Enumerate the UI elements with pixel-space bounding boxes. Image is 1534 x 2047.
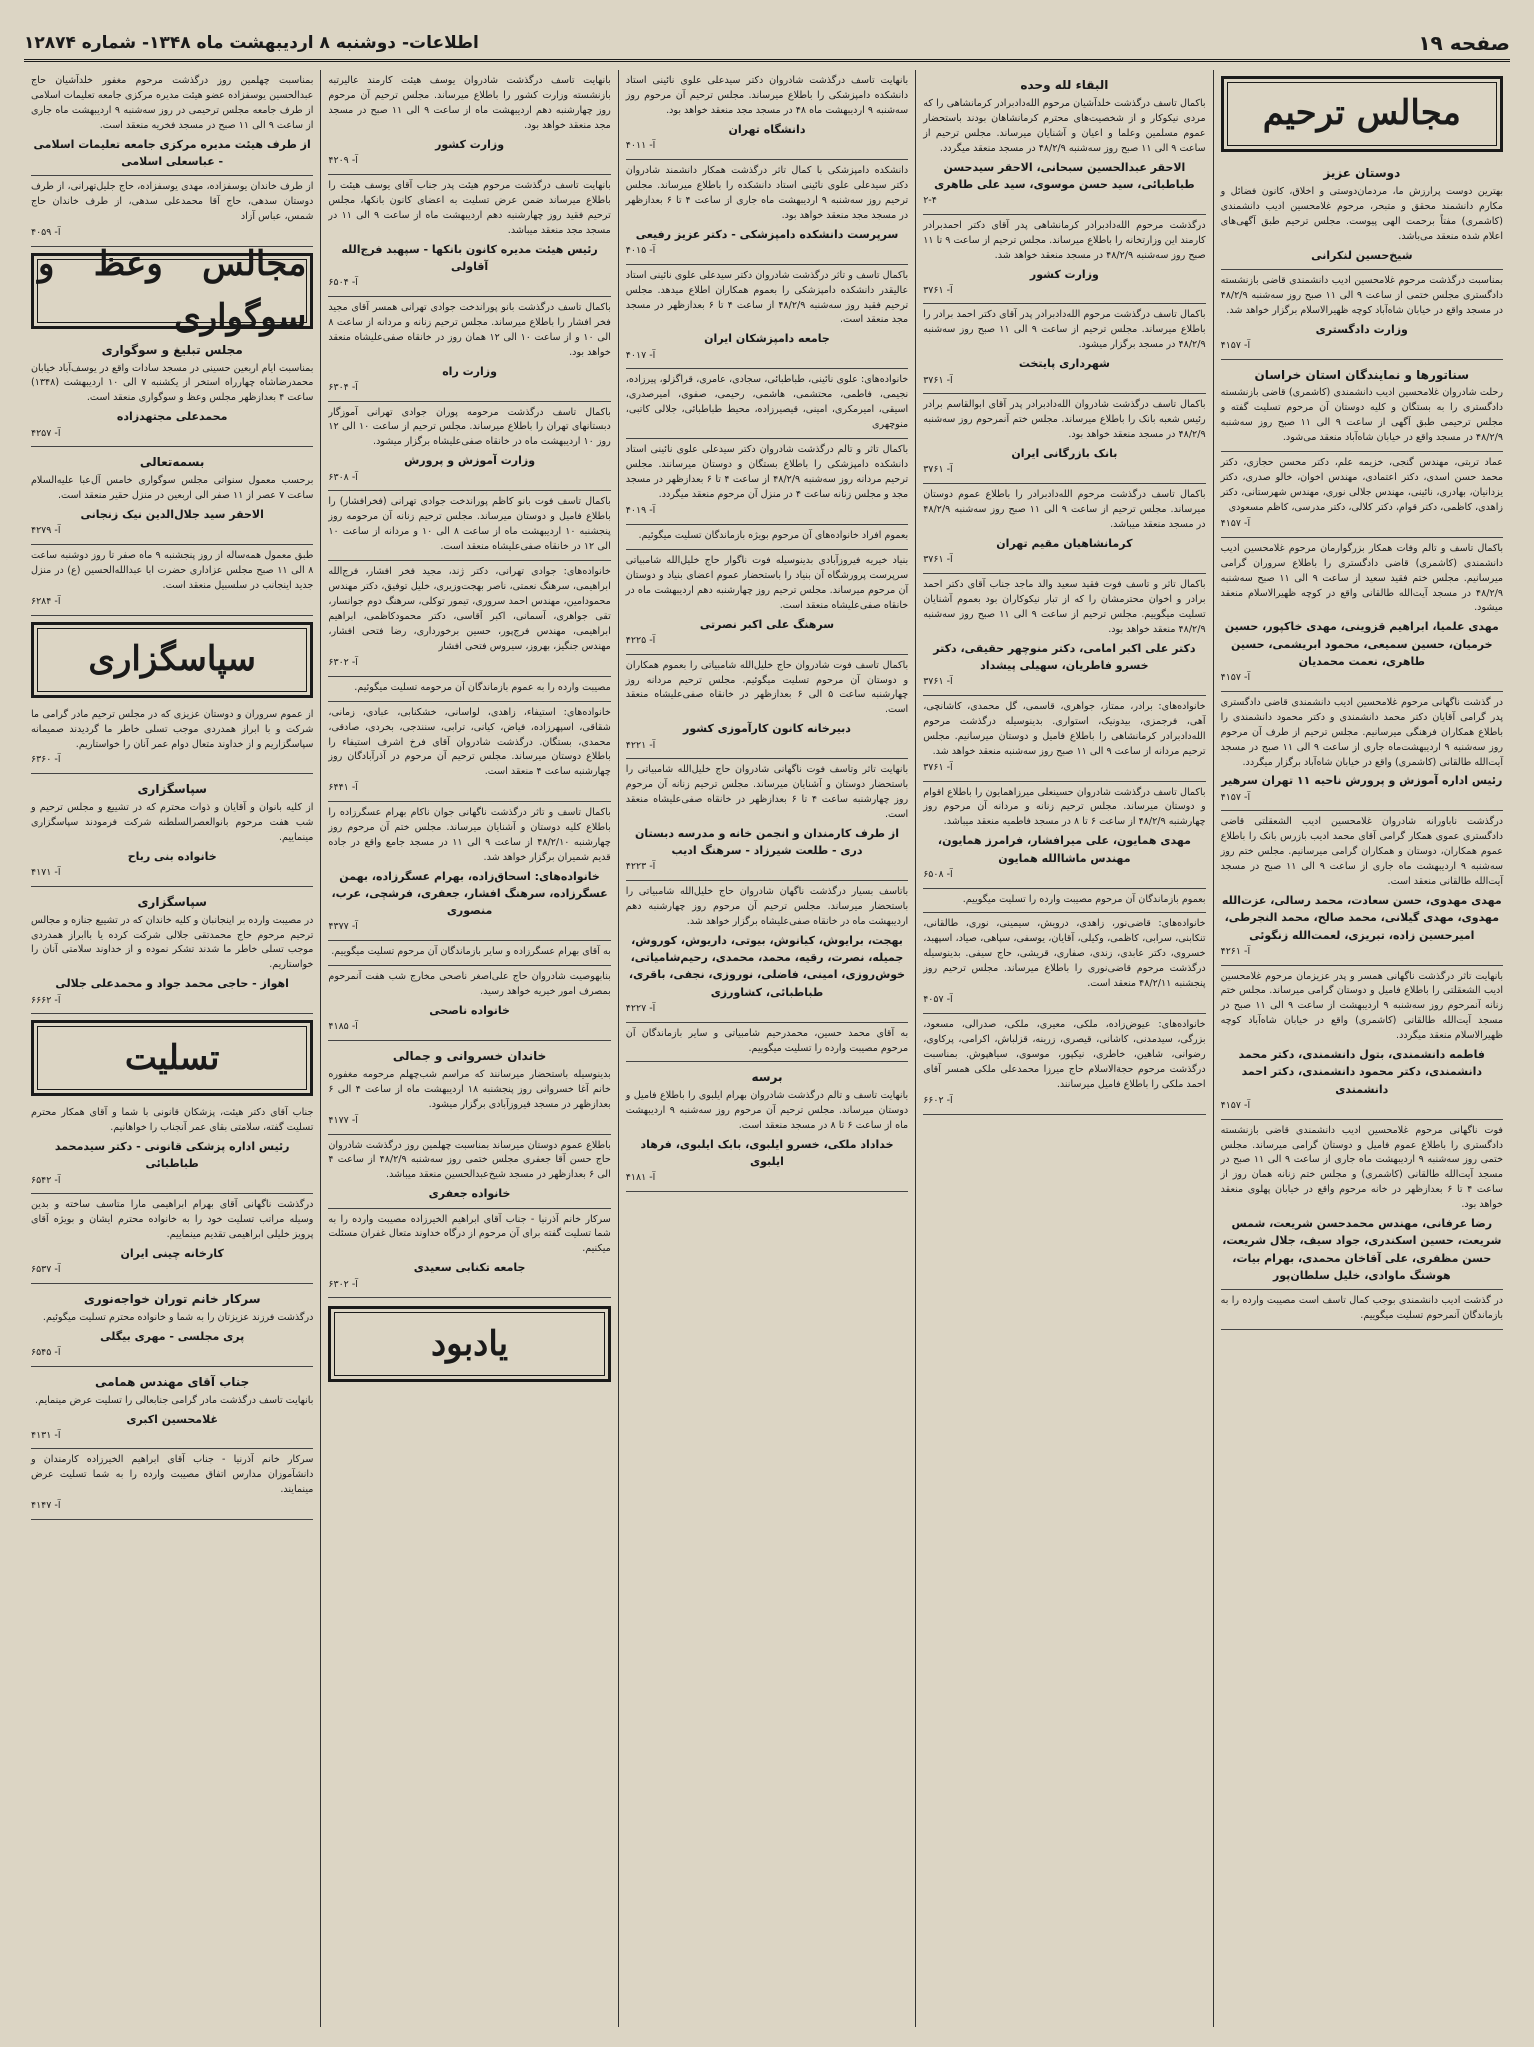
notice-signature: بانک بازرگانی ایران [1011,447,1118,461]
notice [1221,538,1503,692]
notice-code: آ- ۶۵۰۸ [923,868,953,880]
notice [328,561,610,677]
notice [31,1284,313,1367]
notice-signature: وزارت کشور [1029,267,1099,281]
notice [923,484,1205,574]
notice-title: البقاء لله وحده [1020,78,1109,92]
notice-body: خانواده‌های: جوادی تهرانی، دکتر ژند، مجید فخر افشار، فرج‌الله ابراهیمی، سرهنگ نعمتی، ناصر بهجت‌وزیری، خلیل توفیق، دکتر مهندس محمودامین، مهندس احمد سروری، تیمور توکلی، سرهنگ دوم جوانسار، تقی جواهری، آسمانی، اکبر آقاسی، دکتر محمودکاظمی، ابراهیم ابراهیمی، مهندس فرج‌پور، حسین برخورداری، رضا فتحی افشار، مهندس جنگیز، بهروز، سیروس فتحی افشار [328,566,611,652]
notice-body: بهترین دوست پرارزش ما، مردمان‌دوستی و اخلاق، کانون فضائل و مکارم دانشمند محقق و متبحر، مرحوم غلامحسین ادیب دانشمندی (کاشمری) مفتاً برحمت الهی پیوست. مجلس ترحیم طبق آگهی‌های اعلام شده منعقد می‌باشد. [1220,185,1503,242]
notice-body: بانهایت تاثر وتاسف فوت ناگهانی شادروان حاج خلیل‌الله شامبیاتی را باستحضار دوستان و آشنایان میرساند. مجلس ترحیم زنانه آن مرحوم روز چهارشنبه ساعت ۴ تا ۶ بعدازظهر در خانقاه صفی‌علیشاه منعقد است. [625,764,909,821]
notice-signature: فاطمه دانشمندی، بتول دانشمندی، دکتر محمد دانشمندی، دکتر محمود دانشمندی، دکتر احمد دانشمندی [1238,1048,1485,1096]
column-1-notices [1221,158,1503,1330]
notice-code: آ- ۴۱۸۵ [328,1021,358,1033]
notice-body: به آقای بهرام عسگرزاده و سایر بازماندگان آن مرحوم تسلیت میگوییم. [331,946,611,958]
dateline: اطلاعات- دوشنبه ۸ اردیبهشت ماه ۱۳۴۸- شماره ۱۲۸۷۴ [24,33,479,53]
notice [328,966,610,1041]
notice [1221,692,1503,812]
notice-body: درگذشت مرحوم الله‌دادبرادر کرمانشاهی پدر آقای دکتر احمدبرادر کارمند این وزارتخانه را باطلاع میرساند. مجلس ترحیم از ساعت ۹ تا ۱۱ صبح روز سه‌شنبه ۴۸/۲/۹ در مسجد منعقد خواهد شد. [923,219,1206,261]
notice-body: باکمال تاسف و تاثر درگذشت ناگهانی جوان ناکام بهرام عسگرزاده را باطلاع کلیه دوستان و آشنایان میرساند. مجلس ختم آن مرحوم روز چهارشنبه ۴۸/۲/۱۰ از ساعت ۹ الی ۱۱ در مسجد جامع واقع در جاده قدیم شمیران برگزار خواهد شد. [328,807,611,864]
notice-signature: خداداد ملکی، خسرو ایلبوی، بابک ایلبوی، فرهاد ایلبوی [640,1138,894,1169]
notice-code: آ- ۴۲۶۱ [1220,945,1251,957]
notice-code: آ- ۴۱۵۷ [1220,1099,1251,1111]
notice-body: باکمال تاسف درگذشت مرحوم الله‌دادبرادر پدر آقای دکتر احمد برادر را باطلاع میرساند. مجلس ترحیم از ساعت ۹ الی ۱۱ صبح روز سه‌شنبه ۴۸/۲/۹ در مسجد برگزار میشود. [923,309,1206,351]
notice-title: سپاسگزاری [137,894,207,909]
notice [31,774,313,887]
notice-body: باکمال تاسف درگذشت شادروان حسینعلی میرزاهمایون را باطلاع اقوام و دوستان میرساند. مجلس ترحیم زنانه و مردانه آن مرحوم روز چهارشنبه ۴۸/۲/۹ از ساعت ۶ تا ۸ در مسجد فاطمیه منعقد میباشد. [923,786,1206,828]
banner-title: تسلیت [37,1026,307,1090]
banner-title: یادبود [334,1312,604,1376]
notice-code: آ- ۳۷۶۱ [923,554,953,566]
notice [328,402,610,492]
notice-body: فوت ناگهانی مرحوم غلامحسین ادیب دانشمندی قاضی بازنشسته دادگستری را باطلاع عموم فامیل و دوستان گرامی میرساند. مجلس ختمی روز سه‌شنبه ۹ اردیبهشت ماه جاری از ساعت ۹ الی ۱۱ صبح در مسجد آیت‌الله طالقانی (کاشمری) و مجلس ختم زنانه همان روز از ساعت ۴ تا ۶ بعدازظهر در خانه مرحوم واقع در خیابان پهلوی منعقد خواهد بود. [1220,1124,1503,1211]
notice [1221,1120,1503,1290]
notice [626,525,908,550]
notice-body: بعموم افراد خانواده‌های آن مرحوم بویژه بازماندگان تسلیت میگوئیم. [638,529,909,541]
notice [626,655,908,760]
notice [1221,158,1503,270]
banner-title: سپاسگزاری [37,628,307,692]
notice [626,265,908,370]
notice-body: به آقای محمد حسین، محمدرحیم شامبیاتی و سایر بازماندگان آن مرحوم مصیبت وارده را تسلیت میگوییم. [625,1027,909,1054]
notice-signature: جامعه دامپزشکان ایران [704,332,830,346]
notice [328,1041,610,1134]
notice-signature: وزارت راه [442,364,497,378]
notice [1221,1290,1503,1330]
notice [923,574,1205,696]
notice-body: جناب آقای دکتر هیئت، پزشکان قانونی با شما و آقای همکار محترم تسلیت گفته، سلامتی بقای عمر آنجناب را خواهانیم. [30,1107,314,1134]
notice [923,696,1205,782]
notice-signature: اهواز - حاجی محمد جواد و محمدعلی جلالی [55,977,289,991]
notice-body: باکمال تاسف فوت بانو کاظم پوراندخت جوادی تهرانی (فخرافشار) را باطلاع فامیل و دوستان میرساند. مجلس ترحیم زنانه آن مرحومه روز پنجشنبه ۱۰ اردیبهشت ماه از ساعت ۸ الی ۱۰ و مردانه از ساعت ۱۰ الی ۱۲ در خانقاه صفی‌علیشاه منعقد است. [328,496,611,553]
notice-code: آ- ۶۳۰۲ [328,656,358,668]
notice-body: بدینوسیله باستحضار میرسانند که مراسم شب‌چهلم مرحومه مغفوره خانم آغا خسروانی روز پنجشنبه ۱۸ اردیبهشت ماه از ساعت ۴ الی ۶ بعدازظهر در مسجد فیروزآبادی برگزار میشود. [328,1068,611,1110]
notice-signature: سرپرست دانشکده دامپزشکی - دکتر عزیز رفیعی [635,227,899,241]
notice-code: آ- ۴۲۲۵ [625,634,656,646]
notice [31,335,313,448]
notice-signature: مهدی مهدوی، حسن سعادت، محمد رسالی، عزت‌الله مهدوی، مهدی گیلانی، محمد صالح، محمد النجرطی، امیرحسین زاده، تبریزی، لعمت‌الله زنگوئی [1221,894,1502,942]
notice-code: آ- ۴۰۱۵ [625,244,656,256]
notice [328,491,610,561]
notice-code: آ- ۴۱۵۷ [1220,339,1251,351]
column-2-notices [923,70,1205,1115]
notice-code: آ- ۴۱۸۱ [625,1172,656,1184]
notice [31,176,313,247]
notice [923,304,1205,394]
notice [328,677,610,702]
column-3 [618,70,915,2027]
page-number: صفحه ۱۹ [1418,31,1510,55]
notice-body: در مصیبت وارده بر اینجانبان و کلیه خاندان که در تشییع جنازه و مجالس ترحیم مرحوم حاج محمدتقی جلالی شرکت کرده یا باابراز همدردی موجب تسلی خاطر ما شدند تشکر نموده و از خداوند سلامتی آنان را خواستاریم. [30,914,314,971]
notice-code: آ- ۶۵۴۵ [30,1347,61,1359]
notice-body: در گذشت ناگهانی مرحوم غلامحسین ادیب دانشمندی قاضی دادگستری پدر گرامی آقایان دکتر محمد دانشمندی و دکتر محمود دانشمندی را باطلاع همکاران فرهنگی میرسانیم. مجلس ترحیم از طرف آن مرحوم روز سه‌شنبه ۹ اردیبهشت‌ماه جاری از ساعت ۹ الی ۱۱ صبح در مسجد آیت‌الله طالقانی (کاشمری) واقع در خیابان شاه‌آباد برگزار میگردد. [1220,696,1504,768]
notice [31,887,313,1015]
column-4-notices [328,70,610,1298]
notice-code: آ- ۶۵۰۴ [328,276,358,288]
notice-code: آ- ۳۷۶۱ [923,374,953,386]
notice-body: خانواده‌های: استیفاء، زاهدی، لواسانی، خشکنابی، عبادی، زمانی، شقاقی، اسپهرزاده، فیاض، کیانی، ترابی، سنندجی، بخردی، صادقی، محمدی، بستگان. درگذشت شادروان آقای فرخ اشرف استیفاء را باطلاع دوستان میرساند. مجلس ترحیم آن مرحوم در آذرآبادگان روز چهارشنبه ساعت ۴ منعقد است. [328,706,611,778]
notice [923,889,1205,914]
notice-body: باکمال تاثر و تاسف فوت فقید سعید والد ماجد جناب آقای دکتر احمد برادر و اخوان محترمشان را که از تبار نیکوکاران بود بعموم آشنایان تسلیت میگوییم. مجلس ترحیم از ساعت ۹ الی ۱۱ صبح روز سه‌شنبه ۴۸/۲/۹ منعقد خواهد بود. [923,578,1206,635]
notice-title: برسه [751,1070,783,1085]
notice-body: عماد تربتی، مهندس گنجی، خزیمه علم، دکتر محسن حجازی، دکتر محمد حسن اسدی، دکتر اعتمادی، مهندس اخوان، خالو صدری، دکتر یزدانیان، بهادری، نائینی، مهندس جلالی نوری، مهندس شهرستانی، دکتر زاهدی، کاظمی، دکتر قوام، دکتر کلالی، دکتر مدرسی، کاظم مسعودی [1220,457,1503,513]
notice [31,1194,313,1284]
notice-signature: از طرف هیئت مدیره مرکزی جامعه تعلیمات اسلامی - عباسعلی اسلامی [33,137,311,168]
notice-body: درگذشت ناگهانی آقای بهرام ابراهیمی مارا متاسف ساخته و بدین وسیله مراتب تسلیت خود را به خانواده محترم ایشان و بویژه آقای پرویز خلیلی ابراهیمی تقدیم مینماییم. [30,1199,314,1241]
notice [626,759,908,881]
notice-signature: کرمانشاهیان مقیم تهران [996,537,1133,550]
notice-body: بانهایت تاسف و تالم درگذشت شادروان بهرام ایلبوی را باطلاع فامیل و دوستان میرساند. مجلس ترحیم آن مرحوم روز سه‌شنبه ۹ اردیبهشت ماه از ساعت ۶ تا ۸ در مسجد منعقد است. [625,1090,909,1132]
notice-signature: خانواده‌های: اسحاق‌زاده، بهرام عسگرزاده، بهمن عسگرزاده، سرهنگ افشار، جعفری، فرشچی، عرب، منصوری [331,870,608,918]
notice-body: بنابهوصیت شادروان حاج علی‌اصغر ناصحی مخارج شب هفت آنمرحوم بمصرف امور خیریه خواهد رسید. [328,971,611,998]
notice-body: بانهایت تاثر درگذشت ناگهانی همسر و پدر عزیزمان مرحوم غلامحسین ادیب الشعقلتی را باطلاع فامیل و دوستان گرامی میرساند. مجلس ختم زنانه آنمرحوم روز سه‌شنبه ۹ اردیبهشت از ساعت ۹ الی ۱۱ صبح در مسجد آیت‌الله طالقانی (کاشمری) واقع در خیابان شاه‌آباد کوچه ظهیرالاسلام منعقد میگردد. [1220,970,1504,1042]
column-4 [320,70,617,2027]
notice-title: سرکار خانم توران خواجه‌نوری [83,1292,261,1307]
notice-code: آ- ۴۲۲۱ [625,739,656,751]
notice-body: درگذشت ناباورانه شادروان غلامحسین ادیب الشعقلتی قاضی دادگستری عموی همکار گرامی آقای محمد ادیب بازرس بانک را باطلاع عموم همکاران، دوستان و همکاران گرامی میرسانیم. مجلس ختم روز سه‌شنبه ۹ اردیبهشت ماه جاری از ساعت ۹ الی ۱۱ صبح در مسجد آیت‌الله طالقانی منعقد است. [1220,816,1503,888]
notice [31,70,313,176]
notice-signature: خانواده بنی رباح [127,849,217,863]
notice-body: باتاسف بسیار درگذشت ناگهان شادروان حاج خلیل‌الله شامبیاتی را باستحضار میرساند. مجلس ترحیم آن مرحوم روز چهارشنبه دهم اردیبهشت ماه در خانقاه صفی‌علیشاه برگزار خواهد شد. [625,886,909,928]
notice [626,439,908,525]
notice-signature: جامعه تکنابی سعیدی [413,1261,526,1275]
notice-body: دانشکده دامپزشکی با کمال تاثر درگذشت همکار دانشمند شادروان دکتر سیدعلی علوی نائینی استاد دانشکده را باطلاع میرساند. مجلس ترحیم روز سه‌شنبه ۹ اردیبهشت ماه جاری از ساعت ۴ تا ۶ بعدازظهر در مسجد مجد منعقد خواهد بود. [625,164,909,221]
notice [328,297,610,402]
notice-body: باکمال تاسف درگذشت شادروان الله‌دادبرادر پدر آقای ابوالقاسم برادر رئیس شعبه بانک را باطلاع میرساند. مجلس ختم آنمرحوم روز سه‌شنبه ۴۸/۲/۹ در مسجد منعقد خواهد بود. [923,399,1206,441]
notice-code: آ- ۳۷۶۱ [923,464,953,476]
notice-signature: خانواده ناصحی [429,1004,510,1018]
notice-title: دوستان عزیز [1323,166,1401,180]
notice [328,702,610,803]
notice-body: بانهایت تاسف درگذشت مادر گرامی جنابعالی را تسلیت عرض مینمایم. [35,1394,314,1406]
notice-title: سناتورها و نمایندگان استان خراسان [1254,367,1470,382]
notice-signature: محمدعلی مجتهدزاده [116,410,228,424]
notice-signature: دبیرخانه کانون کارآموزی کشور [682,722,851,736]
notice [328,941,610,966]
notice-body: خانواده‌های: عیوض‌زاده، ملکی، معیری، ملکی، صدرالی، مسعود، بزرگی، سیدمدنی، کاشانی، قیصری، زرینه، قزلباش، اکرامی، پرکاوی، رضوانی، شاهین، خاطری، نیکپور، موسوی، سیاهپوش. بمناسبت درگذشت مرحوم حجة‌الاسلام حاج میرزا محمدعلی ملکی همسر آقای احمد ملکی را باطلاع فامیل میرسانند. [923,1019,1206,1090]
banner-majales-tarhim [1221,76,1503,152]
notice-signature: دکتر علی اکبر امامی، دکتر منوچهر حقیقی، دکتر خسرو فاطریان، سهیلی پیشداد [933,641,1196,672]
notice-signature: سرهنگ علی اکبر نصرتی [699,617,835,631]
notice-body: بنیاد خیریه فیروزآبادی بدینوسیله فوت ناگوار حاج خلیل‌الله شامبیاتی سرپرست پرورشگاه آن بنیاد را باستحضار عموم اعضای بنیاد و دوستان آن مرحوم میرساند. مجلس ترحیم روز چهارشنبه دهم اردیبهشت ماه در خانقاه صفی‌علیشاه منعقد است. [625,554,909,611]
notice [626,1023,908,1063]
notice [1221,360,1503,453]
notice-body: درگذشت فرزند عزیزتان را به شما و خانواده محترم تسلیت میگوئیم. [42,1311,314,1323]
notice-body: باکمال تاسف درگذشت مرحومه پوران جوادی تهرانی آموزگار دبستانهای تهران را باطلاع میرساند. مجلس ترحیم از ساعت ۱۰ الی ۱۲ روز ۱۰ اردیبهشت ماه در خانقاه صفی‌علیشاه برگزار میشود. [328,406,611,448]
notice-title: خاندان خسروانی و جمالی [392,1049,547,1064]
notice-body: بعموم بازماندگان آن مرحوم مصیبت وارده را تسلیت میگوییم. [962,893,1206,905]
notice-body: باکمال تاسف و تالم وفات همکار بزرگوارمان مرحوم غلامحسین ادیب دانشمندی (کاشمری) قاضی دادگستری را باطلاع سروران گرامی میرسانیم. مجلس ختم فقید سعید از ساعت ۹ الی ۱۱ صبح سه‌شنبه ۴۸/۲/۹ در مسجد آیت‌الله طالقانی واقع در کوچه ظهیرالاسلام منعقد میشود. [1220,542,1503,614]
notice-code: آ- ۶۳۰۴ [328,381,358,393]
notice-code: آ- ۶۲۸۴ [30,595,61,607]
notice-body: سرکار خانم آذرنیا - جناب آقای ابراهیم الخیرزاده کارمندان و دانشآموزان مدارس اتفاق مصیبت وارده را به شما تسلیت عرض مینمایند. [30,1454,314,1496]
notice-body: باکمال تاسف فوت شادروان حاج خلیل‌الله شامبیاتی را بعموم همکاران و دوستان آن مرحوم تسلیت میگوئیم. مجلس ترحیم مردانه روز چهارشنبه ساعت ۵ الی ۶ بعدازظهر در خانقاه صفی‌علیشاه منعقد است. [625,659,909,716]
notice-code: آ- ۴۲۲۳ [625,861,656,873]
notice [31,1367,313,1450]
notice [328,175,610,297]
notice-body: از عموم سروران و دوستان عزیزی که در مجلس ترحیم مادر گرامی ما شرکت و با ابراز همدردی موجب تسلی خاطر ما گردیدند صمیمانه سپاسگزاریم و از خداوند متعال دوام عمر آنان را خواستاریم. [30,708,314,750]
notice [31,1102,313,1194]
notice-code: آ- ۶۳۰۲ [328,1278,358,1290]
notice-code: آ- ۶۵۳۷ [30,1264,61,1276]
banner-sepasgozari [31,622,313,698]
notice-code: آ- ۶۶۶۲ [30,994,61,1006]
notice-code: آ- ۴۱۷۱ [30,867,61,879]
header-rule [24,59,1510,62]
notice-title: بسمه‌تعالی [139,455,205,470]
notice-body: رحلت شادروان غلامحسین ادیب دانشمندی (کاشمری) قاضی بازنشسته دادگستری را به بستگان و کلیه دوستان آن مرحوم تسلیت گفته و مجلس ترحیمی طبق آگهی از ساعت ۹ الی ۱۱ صبح روز سه‌شنبه ۴۸/۲/۹ در مسجد واقع در خیابان شاه‌آباد منعقد می‌شود. [1220,387,1503,444]
notice-code: آ- ۴۲۲۷ [625,1002,656,1014]
notice-code: آ- ۴۱۳۱ [30,1429,61,1441]
notice-body: خانواده‌های: قاضی‌نور، زاهدی، درویش، سیمینی، نوری، طالقانی، تنکابنی، سرابی، کاظمی، وکیلی، آقایان، یوسفی، سپاهی، صیاد، اسپهبد، خسروی، دکتر عابدی، زندی، صفاری، قریشی، حاج سیفی. بدینوسیله درگذشت مرحوم قاضی‌نوری را باطلاع میرساند. مجلس ترحیم روز پنجشنبه ۴۸/۲/۱۱ منعقد است. [923,918,1206,990]
notice [31,545,313,616]
notice-code: آ- ۶۵۴۲ [30,1174,61,1186]
notice-signature: مهدی همایون، علی میرافشار، فرامرز همایون، مهندس ماشاالله همایون [937,834,1191,865]
notice-signature: غلامحسین اکبری [126,1412,218,1426]
notice-body: بمناسبت چهلمین روز درگذشت مرحوم مغفور خلدآشیان حاج عبدالحسین یوسفزاده عضو هیئت مدیره مرکزی جامعه تعلیمات اسلامی از طرف جامعه مجلس ترحیمی در روز سه‌شنبه ۹ اردیبهشت ماه جاری از ساعت ۹ الی ۱۱ صبح در مسجد فخریه منعقد است. [30,75,314,131]
notice [1221,452,1503,538]
notice-code: آ- ۴۱۵۷ [1220,517,1251,529]
column-5 [24,70,320,2027]
notice [1221,966,1503,1120]
notice-code: آ- ۴۰۱۹ [625,505,656,517]
notice [1221,811,1503,965]
notice-code: آ- ۴۱۷۷ [328,1114,358,1126]
notice [923,782,1205,889]
notice-code: آ- ۳۷۶۱ [923,676,953,688]
notice-signature: الاحقر سید جلال‌الدین نیک زنجانی [80,507,264,521]
notice-code: آ- ۴۲۷۹ [30,525,61,537]
notice [626,881,908,1022]
notice-code: آ- ۶۳۰۸ [328,471,358,483]
notice-signature: وزارت دادگستری [1315,322,1408,336]
banner-tasliat [31,1020,313,1096]
notice [923,1014,1205,1115]
notice [1221,270,1503,360]
notice-body: باکمال تاثر و تالم درگذشت شادروان دکتر سیدعلی علوی نائینی استاد دانشکده دامپزشکی را باطلاع بستگان و دوستان میرسانند. مجلس ترحیم مردانه روز سه‌شنبه ۴۸/۲/۹ از ساعت ۴ تا ۶ بعدازظهر در مسجد مجد و مجلس زنانه ساعت ۴ در منزل آن مرحوم منعقد میگردد. [625,444,909,501]
notice-signature: رئیس هیئت مدیره کانون بانکها - سپهبد فرج‌الله آقاولی [341,242,598,273]
notice-body: بانهایت تاسف درگذشت شادروان دکتر سیدعلی علوی نائینی استاد دانشکده دامپزشکی را باطلاع میرساند. مجلس ترحیم آن مرحوم روز سه‌شنبه ۹ اردیبهشت ماه ۴۸ در مسجد مجد منعقد خواهد بود. [625,75,909,116]
notice-signature: الاحقر عبدالحسین سبحانی، الاحقر سیدحسن طباطبائی، سید حسن موسوی، سید علی طاهری [934,160,1195,191]
notice-code: آ- ۴۰۵۹ [30,226,61,238]
banner-title: مجالس وعظ و سوگواری [37,243,307,337]
notice [626,369,908,439]
banner-majales-vaz [31,243,313,337]
notice-code: آ- ۴۳۷۷ [328,921,358,933]
notice-signature: وزارت کشور [435,137,505,151]
notice-signature: دانشگاه تهران [728,122,806,136]
notice-signature: رئیس اداره پزشکی قانونی - دکتر سیدمحمد طباطبائی [54,1140,290,1171]
notice-body: بمناسبت درگذشت مرحوم غلامحسین ادیب دانشمندی قاضی بازنشسته دادگستری مجلس ختمی از ساعت ۹ الی ۱۱ صبح روز سه‌شنبه ۴۸/۲/۹ در مسجد واقع در خیابان شاه‌آباد کوچه ظهیرالاسلام برگزار خواهد شد. [1220,274,1503,316]
notice-code: آ- ۶۶۰۲ [923,1094,953,1106]
notice-title: سپاسگزاری [137,782,207,797]
notice-body: باکمال تاسف درگذشت بانو پوراندخت جوادی تهرانی همسر آقای مجید فخر افشار را باطلاع میرساند. مجلس ترحیم زنانه و مردانه از ساعت ۸ الی ۱۰ و از ساعت ۱۰ الی ۱۲ همان روز در خانقاه صفی‌علیشاه منعقد خواهد بود. [328,301,611,358]
banner-yadbood [328,1306,610,1382]
notice-code: آ- ۳۷۶۱ [923,284,953,296]
notice-body: خانواده‌های: برادر، ممتاز، جواهری، قاسمی، گل محمدی، کاشانچی، آهی، فرجمزی، بیدونیک، استواری. بدینوسیله درگذشت مرحوم الله‌دادبرادر کرمانشاهی را باطلاع فامیل و دوستان میرسانیم. مجلس ترحیم مردانه از ساعت ۹ الی ۱۱ صبح روز سه‌شنبه منعقد خواهد شد. [923,700,1206,757]
notice-body: بمناسبت ایام اربعین حسینی در مسجد سادات واقع در یوسف‌آباد خیابان محمدرضاشاه چهارراه استخر از یکشنبه ۷ الی ۱۰ اردیبهشت (۱۳۴۸) ساعت ۴ بعدازظهر مجلس وعظ و سوگواری منعقد است. [30,362,314,404]
notice [626,160,908,265]
notice [328,1135,610,1209]
banner-title: مجالس ترحیم [1227,82,1497,146]
columns-container [24,70,1510,2027]
notice-title: مجلس تبلیغ و سوگواری [101,342,243,357]
notice [923,215,1205,305]
notice-code: آ- ۳۷۶۱ [923,761,953,773]
notice [31,1449,313,1520]
notice-code: آ- ۴۰۱۱ [625,140,656,152]
notice-code: آ- ۴۱۵۷ [1220,791,1251,803]
notice-code: آ- ۴۰۱۷ [625,349,656,361]
notice-body: برحسب معمول سنواتی مجلس سوگواری خامس آل‌عبا علیه‌السلام ساعت ۷ عصر از ۱۱ صفر الی اربعین در منزل حقیر منعقد است. [30,475,314,502]
notice [923,394,1205,484]
notice-code: آ- ۶۳۶۰ [30,754,61,766]
notice-code: آ- ۴۰۵۷ [923,994,953,1006]
notice-signature: خانواده جعفری [428,1187,511,1201]
notice-signature: شهرداری پایتخت [1018,357,1110,371]
notice [328,70,610,175]
notice-code: آ- ۴۱۴۷ [30,1500,61,1512]
notice-body: مصیبت وارده را به عموم بازماندگان آن مرحومه تسلیت میگوئیم. [354,681,611,693]
notice-body: طبق معمول همه‌ساله از روز پنجشنبه ۹ ماه صفر تا روز دوشنبه ساعت ۸ الی ۱۱ صبح مجلس عزاداری حضرت ابا عبدالله‌الحسین (ع) در منزل جدید اینجانب در سلسبیل منعقد است. [30,549,314,591]
notice-code: ۲-۴ [923,194,937,206]
notice-body: از کلیه بانوان و آقایان و ذوات محترم که در تشییع و مجلس ترحیم و شب هفت مرحوم بانوالعصرالسلطنه شرکت فرمودند سپاسگزاری مینماییم. [30,802,314,843]
notice-code: آ- ۴۲۰۹ [328,154,358,166]
notice [626,550,908,655]
notice-code: آ- ۴۲۵۷ [30,427,61,439]
notice-body: باکمال تاسف و تاثر درگذشت شادروان دکتر سیدعلی علوی نائینی استاد عالیقدر دانشکده دامپزشکی را بعموم همکاران اطلاع میدهد. مجلس ترحیم فقید روز سه‌شنبه ۴۸/۲/۹ از ساعت ۴ تا ۶ بعدازظهر در مسجد مجد منعقد است. [625,269,909,326]
column-3-notices [626,70,908,1192]
notice-signature: از طرف کارمندان و انجمن خانه و مدرسه دبستان دری - طلعت شیرزاد - سرهنگ ادیب [634,827,899,858]
notice-body: خانواده‌های: علوی نائینی، طباطبائی، سجادی، عامری، قراگزلو، پیرزاده، نجیمی، فاطمی، محتشمی، هاشمی، رحیمی، صفوی، امیرصدری، اسیقی، امیرمکری، امینی، قیصیرزاده، محیط طباطبائی، جلالی کاتبی، منوچهری [625,374,909,431]
notice-body: بانهایت تاسف درگذشت شادروان یوسف هیئت کارمند عالیرتبه بازنشسته وزارت کشور را باطلاع میرساند. مجلس ترحیم آن مرحوم روز چهارشنبه دهم اردیبهشت ماه از ساعت ۹ الی ۱۱ صبح در مسجد مجد منعقد خواهد بود. [328,75,611,131]
notice-code: آ- ۶۴۴۱ [328,782,358,794]
notice-body: باکمال تاسف درگذشت مرحوم الله‌دادبرادر را باطلاع عموم دوستان میرساند. مجلس ترحیم از ساعت ۹ الی ۱۱ صبح روز سه‌شنبه ۴۸/۲/۹ در مسجد منعقد میباشد. [923,489,1206,531]
notice-signature: پری مجلسی - مهری بیگلی [100,1329,245,1343]
notice-signature: مهدی علمیا، ابراهیم قزوینی، مهدی خاکپور، حسین خرمیان، حسین سمیعی، محمود ابریشمی، حسین طاهری، نعمت محمدیان [1224,620,1499,668]
notice-code: آ- ۴۱۵۷ [1220,671,1251,683]
notice-title: جناب آقای مهندس همامی [95,1374,250,1389]
notice [328,1209,610,1299]
column-2 [915,70,1212,2027]
notice [31,447,313,545]
notice-body: سرکار خانم آذرنیا - جناب آقای ابراهیم الخیرزاده مصیبت وارده را به شما تسلیت گفته برای آن مرحوم از درگاه خداوند متعال غفران مسئلت میکنیم. [328,1213,611,1255]
notice-body: در گذشت ادیب دانشمندی بوجب کمال تاسف است مصیبت وارده را به بازماندگان آنمرحوم تسلیت میگوییم. [1220,1294,1503,1321]
notice-signature: وزارت آموزش و پرورش [404,454,536,468]
notice [923,70,1205,215]
notice-signature: رضا عرفانی، مهندس محمدحسن شریعت، شمس شریعت، حسین اسکندری، جواد سیف، جلال شریعت، حسن مظفری، علی آقاخان محمدی، بهرام بیات، هوشنگ ماوادی، خلیل سلطان‌پور [1222,1217,1502,1282]
notice [626,1062,908,1192]
notice-signature: شیخ‌حسین لنکرانی [1311,248,1413,262]
notice-body: باکمال تاسف درگذشت خلدآشیان مرحوم الله‌دادبرادر کرمانشاهی را که مردی نیکوکار و از شخصیت‌های محترم کرمانشاهان بودند باستحضار عموم مسلمین وعلما و اعیان و آشنایان میرساند. مجلس ترحیم از ساعت ۹ الی ۱۱ صبح روز سه‌شنبه ۴۸/۲/۹ در مسجد منعقد میگردد. [923,97,1206,154]
notice [923,913,1205,1014]
page-header [24,30,1510,56]
column-5-notices [31,70,313,1520]
column-1 [1213,70,1510,2027]
notice-body: باطلاع عموم دوستان میرساند بمناسبت چهلمین روز درگذشت شادروان حاج حسن آقا جعفری مجلس ختمی روز سه‌شنبه ۴۸/۲/۹ از ساعت ۴ الی ۶ بعدازظهر در مسجد شیخ‌عبدالحسین منعقد میباشد. [328,1139,611,1181]
notice-signature: کارخانه چینی ایران [120,1247,224,1261]
notice-body: بانهایت تاسف درگذشت مرحوم هیئت پدر جناب آقای یوسف هیئت را باطلاع میرساند ضمن عرض تسلیت به اعضای کانون بانکها، مجلس ترحیم فقید روز چهارشنبه دهم اردیبهشت ماه از ساعت ۹ الی ۱۱ در مسجد مجد منعقد میباشد. [328,179,611,236]
notice [31,704,313,775]
notice-body: از طرف خاندان یوسفزاده، مهدی یوسفزاده، حاج جلیل‌تهرانی، از طرف دوستان سدهی، حاج آقا محمدعلی سدهی، از طرف خاندان حاج شمس، عباس آزاد [30,181,314,223]
notice [328,802,610,941]
notice-signature: رئیس اداره آموزش و پرورش ناحیه ۱۱ تهران سرهیر [1221,774,1503,788]
notice [626,70,908,160]
notice-signature: بهجت، برایوش، کیانوش، بیوتی، داریوش، کوروش، جمیله، نصرت، رقیه، محمد، محمدی، رحیم‌شامیاتی، خوش‌روزی، امینی، فاضلی، نوروزی، نجفی، باقری، طباطبائی، کشاورزی [628,934,906,999]
